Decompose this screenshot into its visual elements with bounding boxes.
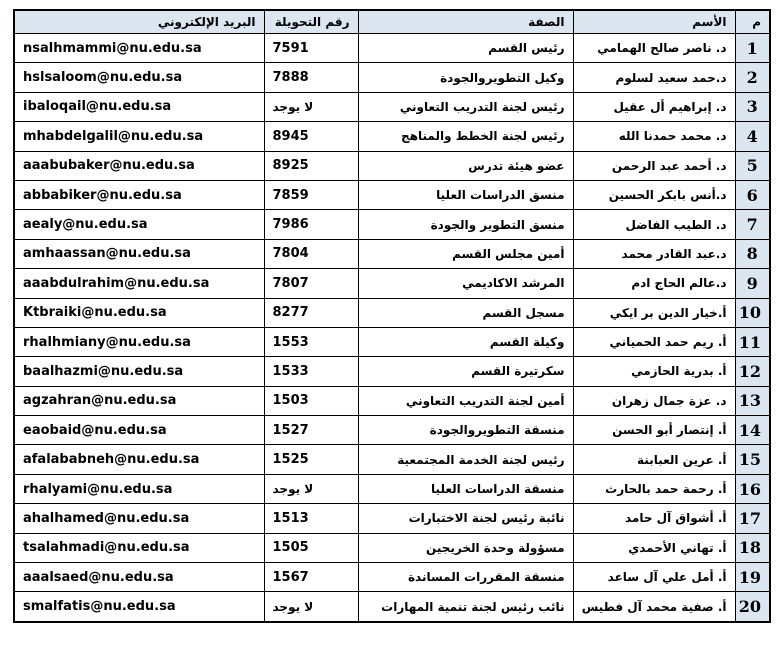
staff-name: د. ناصر صالح الهمامي	[573, 34, 735, 63]
row-number: 7	[735, 210, 770, 239]
email-address[interactable]: aaabubaker@nu.edu.sa	[14, 151, 264, 180]
email-address[interactable]: ahalhamed@nu.edu.sa	[14, 504, 264, 533]
row-number: 20	[735, 592, 770, 622]
extension-number: 1527	[264, 416, 358, 445]
row-number: 13	[735, 386, 770, 415]
staff-name: د. أحمد عبد الرحمن	[573, 151, 735, 180]
table-row	[14, 122, 770, 151]
row-number: 1	[735, 34, 770, 63]
staff-directory	[13, 9, 769, 623]
staff-table	[13, 9, 771, 623]
email-address[interactable]: agzahran@nu.edu.sa	[14, 386, 264, 415]
extension-number: 1533	[264, 357, 358, 386]
staff-title: وكيلة القسم	[358, 327, 573, 356]
staff-title: سكرتيرة القسم	[358, 357, 573, 386]
table-row	[14, 327, 770, 356]
extension-number: 8277	[264, 298, 358, 327]
staff-title: أمين مجلس القسم	[358, 239, 573, 268]
staff-title: منسقة الدراسات العليا	[358, 474, 573, 503]
staff-title: رئيس لجنة الخطط والمناهج	[358, 122, 573, 151]
extension-number: لا يوجد	[264, 92, 358, 121]
staff-name: أ. تهاني الأحمدي	[573, 533, 735, 562]
table-row	[14, 533, 770, 562]
header-title: الصفة	[358, 10, 573, 34]
staff-title: مسجل القسم	[358, 298, 573, 327]
extension-number: 1525	[264, 445, 358, 474]
email-address[interactable]: Ktbraiki@nu.edu.sa	[14, 298, 264, 327]
table-row	[14, 269, 770, 298]
staff-name: د. إبراهيم أل عقيل	[573, 92, 735, 121]
staff-name: د.عالم الحاج ادم	[573, 269, 735, 298]
table-row	[14, 386, 770, 415]
email-address[interactable]: tsalahmadi@nu.edu.sa	[14, 533, 264, 562]
email-address[interactable]: aealy@nu.edu.sa	[14, 210, 264, 239]
email-address[interactable]: smalfatis@nu.edu.sa	[14, 592, 264, 622]
extension-number: لا يوجد	[264, 592, 358, 622]
row-number: 5	[735, 151, 770, 180]
header-extension: رقم التحويلة	[264, 10, 358, 34]
email-address[interactable]: abbabiker@nu.edu.sa	[14, 180, 264, 209]
staff-name: د. عزة جمال زهران	[573, 386, 735, 415]
row-number: 19	[735, 563, 770, 592]
table-row	[14, 474, 770, 503]
email-address[interactable]: hslsaloom@nu.edu.sa	[14, 63, 264, 92]
email-address[interactable]: ibaloqail@nu.edu.sa	[14, 92, 264, 121]
table-row	[14, 180, 770, 209]
staff-title: رئيس لجنة التدريب التعاوني	[358, 92, 573, 121]
staff-name: أ. إنتصار أبو الحسن	[573, 416, 735, 445]
table-row	[14, 210, 770, 239]
table-row	[14, 504, 770, 533]
staff-name: أ. عرين العبابنة	[573, 445, 735, 474]
extension-number: 1567	[264, 563, 358, 592]
extension-number: 8925	[264, 151, 358, 180]
row-number: 14	[735, 416, 770, 445]
email-address[interactable]: afalababneh@nu.edu.sa	[14, 445, 264, 474]
email-address[interactable]: mhabdelgalil@nu.edu.sa	[14, 122, 264, 151]
extension-number: 7888	[264, 63, 358, 92]
staff-title: منسق الدراسات العليا	[358, 180, 573, 209]
row-number: 3	[735, 92, 770, 121]
email-address[interactable]: amhaassan@nu.edu.sa	[14, 239, 264, 268]
staff-title: نائبة رئيس لجنة الاختبارات	[358, 504, 573, 533]
table-row	[14, 63, 770, 92]
extension-number: 8945	[264, 122, 358, 151]
extension-number: 1513	[264, 504, 358, 533]
staff-name: أ.خيار الدين بر ايكي	[573, 298, 735, 327]
staff-name: د.حمد سعيد لسلوم	[573, 63, 735, 92]
staff-name: أ. رحمة حمد بالحارث	[573, 474, 735, 503]
staff-title: أمين لجنة التدريب التعاوني	[358, 386, 573, 415]
row-number: 18	[735, 533, 770, 562]
row-number: 9	[735, 269, 770, 298]
table-row	[14, 563, 770, 592]
staff-title: منسقة التطويروالجودة	[358, 416, 573, 445]
row-number: 16	[735, 474, 770, 503]
staff-name: د.عبد القادر محمد	[573, 239, 735, 268]
extension-number: 1503	[264, 386, 358, 415]
email-address[interactable]: aaabdulrahim@nu.edu.sa	[14, 269, 264, 298]
row-number: 4	[735, 122, 770, 151]
extension-number: لا يوجد	[264, 474, 358, 503]
extension-number: 7807	[264, 269, 358, 298]
staff-title: المرشد الاكاديمي	[358, 269, 573, 298]
extension-number: 7591	[264, 34, 358, 63]
table-row	[14, 298, 770, 327]
extension-number: 7804	[264, 239, 358, 268]
row-number: 8	[735, 239, 770, 268]
staff-name: أ. بدرية الحازمي	[573, 357, 735, 386]
header-num: م	[735, 10, 770, 34]
staff-name: أ. صفية محمد آل فطيس	[573, 592, 735, 622]
email-address[interactable]: eaobaid@nu.edu.sa	[14, 416, 264, 445]
table-row	[14, 357, 770, 386]
extension-number: 1553	[264, 327, 358, 356]
staff-name: أ. أشواق آل حامد	[573, 504, 735, 533]
staff-name: أ. ريم حمد الحمياني	[573, 327, 735, 356]
email-address[interactable]: aaalsaed@nu.edu.sa	[14, 563, 264, 592]
extension-number: 7986	[264, 210, 358, 239]
email-address[interactable]: nsalhmammi@nu.edu.sa	[14, 34, 264, 63]
staff-name: أ. أمل علي آل ساعد	[573, 563, 735, 592]
staff-title: مسؤولة وحدة الخريجين	[358, 533, 573, 562]
staff-title: رئيس القسم	[358, 34, 573, 63]
row-number: 6	[735, 180, 770, 209]
row-number: 17	[735, 504, 770, 533]
staff-name: د. محمد حمدنا الله	[573, 122, 735, 151]
extension-number: 7859	[264, 180, 358, 209]
email-address[interactable]: baalhazmi@nu.edu.sa	[14, 357, 264, 386]
staff-title: منسقة المقررات المساندة	[358, 563, 573, 592]
row-number: 12	[735, 357, 770, 386]
staff-title: منسق التطوير والجودة	[358, 210, 573, 239]
header-name: الأسم	[573, 10, 735, 34]
table-row	[14, 445, 770, 474]
row-number: 11	[735, 327, 770, 356]
staff-name: د.أنس بابكر الحسين	[573, 180, 735, 209]
table-body	[14, 34, 770, 622]
header-row	[14, 10, 770, 34]
staff-name: د. الطيب الفاضل	[573, 210, 735, 239]
table-row	[14, 416, 770, 445]
staff-title: عضو هيئة تدرس	[358, 151, 573, 180]
email-address[interactable]: rhalyami@nu.edu.sa	[14, 474, 264, 503]
table-row	[14, 239, 770, 268]
email-address[interactable]: rhalhmiany@nu.edu.sa	[14, 327, 264, 356]
staff-title: وكيل التطويروالجودة	[358, 63, 573, 92]
staff-title: رئيس لجنة الخدمة المجتمعية	[358, 445, 573, 474]
extension-number: 1505	[264, 533, 358, 562]
row-number: 15	[735, 445, 770, 474]
table-row	[14, 151, 770, 180]
header-email: البريد الإلكتروني	[14, 10, 264, 34]
table-row	[14, 592, 770, 622]
table-row	[14, 92, 770, 121]
table-row	[14, 34, 770, 63]
row-number: 10	[735, 298, 770, 327]
row-number: 2	[735, 63, 770, 92]
staff-title: نائب رئيس لجنة تنمية المهارات	[358, 592, 573, 622]
